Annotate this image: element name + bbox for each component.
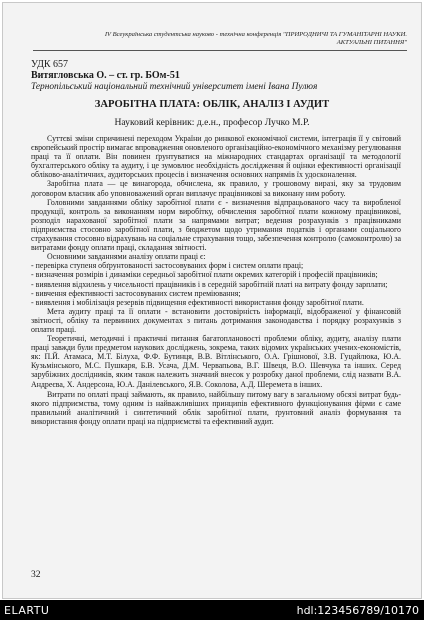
- body-paragraph: Теоретичні, методичні і практичні питання багатоплановості проблеми обліку, аудиту, аналізу плати праці завжди були предметом наукових досліджень, зокрема, таких відомих українських учених-економістів, як: П.Й. Атамаса, М.Т. Білуха, Ф.Ф. Бутинця, В.В. Вітлінського, О.А. Грішнової, З.В. Гуцайлюка, Ю.А. Кузьмінського, М.С. Пушкаря, Б.В. Усача, Д.М. Червапьова, В.Г. Швеця, В.О. Шевчука та інших. Серед зарубіжних дослідників, яким також належить значний внесок у розробку даної проблеми, слід назвати В.А. Андреєва, Х. Андерсона, Ю.А. Данілевського, Я.В. Соколова, А.Д. Шеремета в інших.: [31, 334, 401, 389]
- body-paragraph: Мета аудиту праці та її оплати - встановити достовірність інформації, відображеної у фінансовій звітності, обліку та первинних документах з питань дотримання законодавства і порядку розрахунків з оплати праці.: [31, 306, 401, 334]
- list-item: - визначення розмірів і динаміки середньої заробітної плати окремих категорій і професій працівників;: [31, 270, 378, 280]
- body-paragraph: Витрати по оплаті праці займають, як правило, найбільшу питому вагу в загальному обсязі витрат будь-якого підприємства, тому одним із найважливіших принципів ефективного функціонування фірми є саме правильний аналітичний і синтетичний облік заробітної плати, ґрунтовний аналіз формування та використання фонду оплати праці на підприємстві та ефективний аудит.: [31, 389, 401, 426]
- footer-handle-link[interactable]: hdl:123456789/10170: [296, 604, 419, 617]
- page-number: 32: [31, 569, 41, 580]
- list-item: - перевірка ступеня обґрунтованості застосовуваних форм і систем оплати праці;: [31, 261, 304, 271]
- university-line: Тернопільський національний технічний університет імені Івана Пулюя: [31, 82, 318, 92]
- author-line: Витягловська О. – ст. гр. БОм-51: [31, 70, 180, 81]
- footer-repository-label: ELARTU: [4, 604, 50, 617]
- body-paragraph: Головними завданнями обліку заробітної плати є - визначення відпрацьованого часу та виробленої продукції, контроль за виконанням норм виробітку, обчислення заробітної плати кожному працівникові, розподіл нарахованої заробітної плати за напрямами витрат; ведення розрахунків з працівниками підприємства стосовно заробітної плати, з бюджетом щодо утримання податків і органами соціального страхування стосовно відрахувань на соціальне страхування тощо, забезпечення контролю (самоконтролю) за витратами фонду оплати праці, складання звітності.: [31, 197, 402, 253]
- paper-title: ЗАРОБІТНА ПЛАТА: ОБЛІК, АНАЛІЗ І АУДИТ: [94, 99, 330, 110]
- list-item: - виявлення відхилень у чисельності працівників і в середній заробітній платі на витрату фонду зарплати;: [31, 279, 388, 289]
- supervisor-line: Науковий керівник: д.е.н., професор Лучко М.Р.: [114, 117, 310, 128]
- body-paragraph: Заробітна плата — це винагорода, обчислена, як правило, у грошовому виразі, яку за трудовим договором власник або уповноважений орган виплачує працівникові за виконану ним роботу.: [31, 179, 401, 198]
- document-page: [2, 2, 422, 599]
- list-item: - виявлення і мобілізація резервів підвищення ефективності використання фонду заробітної плати.: [31, 297, 364, 307]
- conference-line-1: IV Всеукраїнська студентська науково - технічна конференція "ПРИРОДНИЧІ ТА ГУМАНІТАРНІ НАУКИ.: [104, 31, 407, 38]
- article-body: [31, 134, 401, 426]
- body-paragraph: Суттєві зміни спричинені переходом України до ринкової економічної системи, інтеграція її у світовий європейський простір вимагає впровадження оновленого організаційно-економічного механізму регулювання праці та її оплати. Він повинен ґрунтуватися на міжнародних стандартах організації та методології бухгалтерського обліку та аудиту, і це зумовлює необхідність дослідження й оцінки ефективності організації обліково-аналітичних, аудиторських процесів і визначення основних напрямів їх удосконалення.: [31, 134, 401, 180]
- udk-code: УДК 657: [31, 59, 69, 70]
- body-paragraph: Основними завданнями аналізу оплати праці є:: [47, 252, 206, 262]
- conference-line-2: АКТУАЛЬНІ ПИТАННЯ": [336, 38, 407, 46]
- footer-bar: [0, 600, 424, 620]
- header-rule: [33, 50, 407, 51]
- list-item: - вивчення ефективності застосовуваних систем преміювання;: [31, 288, 241, 298]
- conference-header: [33, 31, 407, 46]
